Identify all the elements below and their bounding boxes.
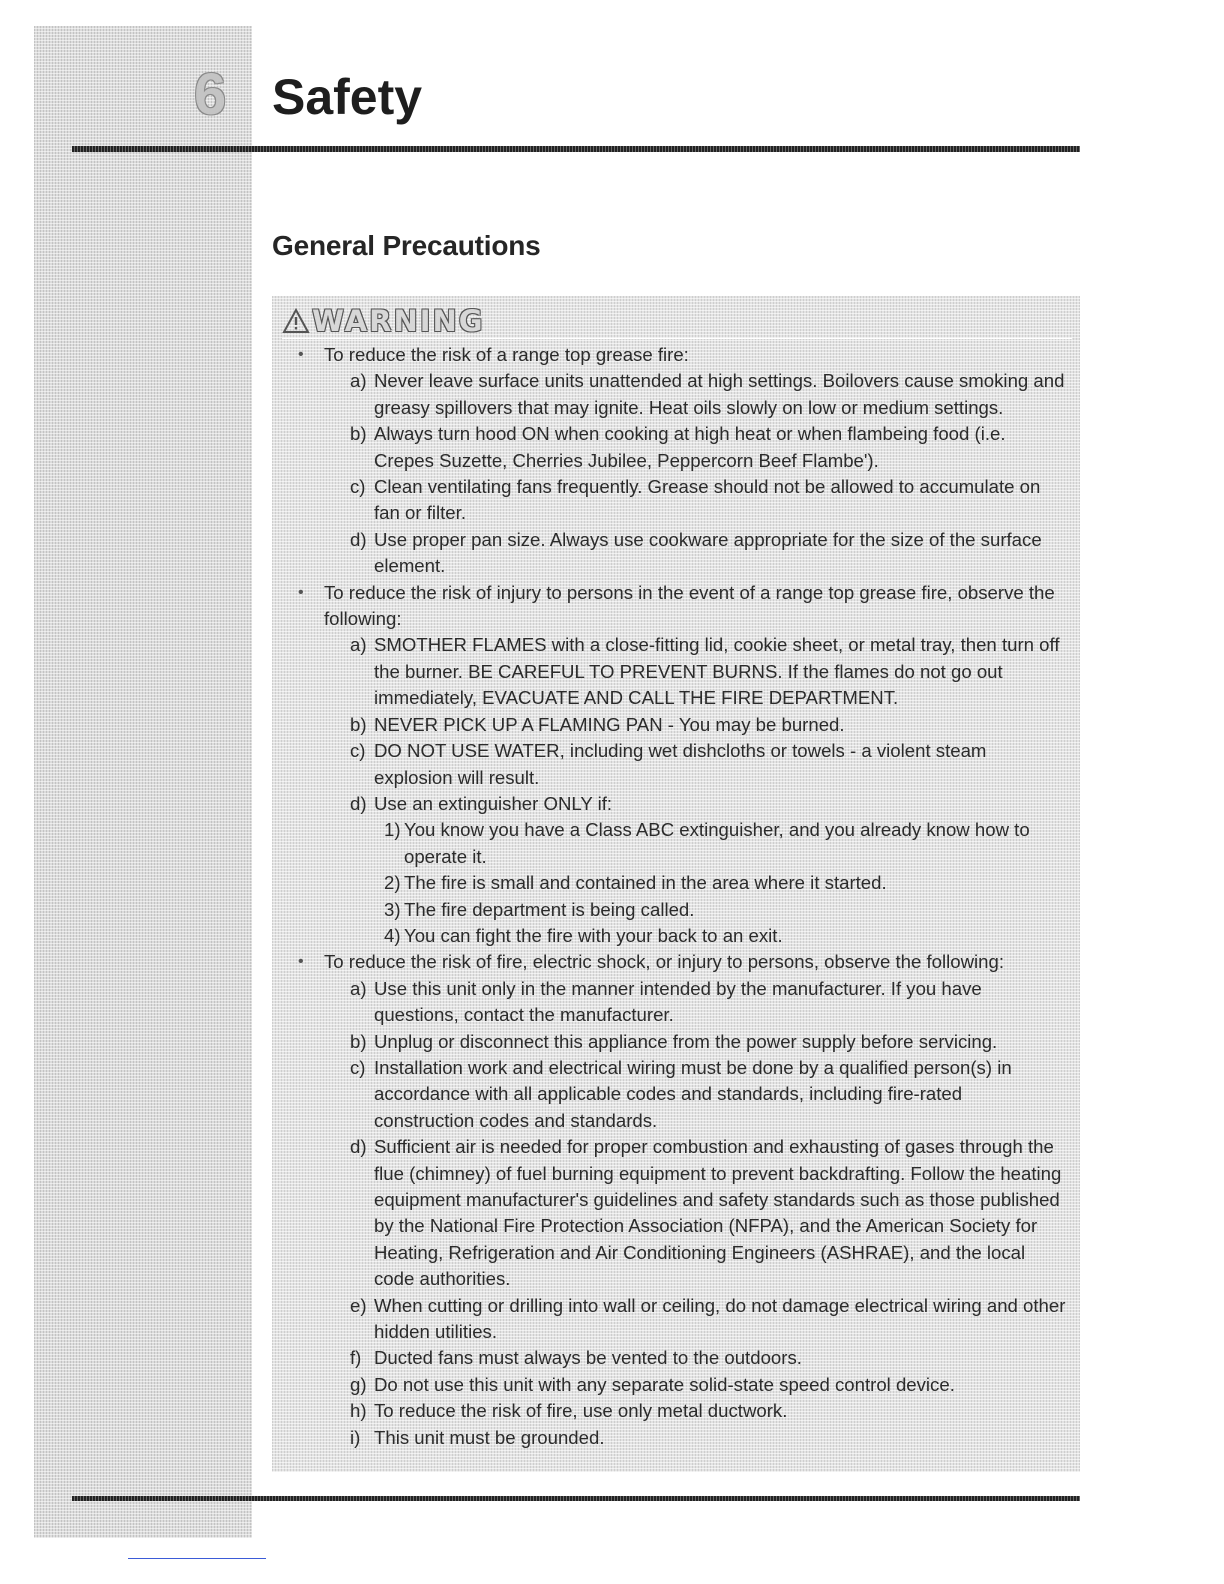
chapter-number: 6 — [194, 62, 227, 127]
bullet-dot-icon: • — [298, 953, 304, 971]
warning-body — [272, 342, 1080, 1451]
item-marker: f) — [350, 1347, 362, 1369]
warning-item — [272, 632, 1080, 711]
warning-item — [272, 1134, 1080, 1292]
warning-label: WARNING — [312, 304, 485, 338]
item-marker: i) — [350, 1426, 361, 1448]
item-marker: d) — [350, 528, 367, 550]
subitem-marker: 1) — [384, 819, 401, 841]
item-text: DO NOT USE WATER, including wet dishcloths or towels - a violent steam explosion will result. — [374, 740, 987, 788]
item-marker: a) — [350, 977, 367, 999]
item-text: Do not use this unit with any separate solid-state speed control device. — [374, 1373, 955, 1395]
item-marker: a) — [350, 634, 367, 656]
item-text: When cutting or drilling into wall or ceiling, do not damage electrical wiring and other hidden utilities. — [374, 1294, 1066, 1343]
warning-bullet — [272, 949, 1080, 975]
item-marker: c) — [350, 740, 366, 762]
item-text: NEVER PICK UP A FLAMING PAN - You may be burned. — [374, 713, 845, 735]
warning-item — [272, 1293, 1080, 1346]
warning-item — [272, 1055, 1080, 1134]
warning-bullet — [272, 580, 1080, 633]
subitem-marker: 3) — [384, 898, 401, 920]
bullet-text: To reduce the risk of a range top grease fire: — [324, 344, 689, 365]
header-rule — [72, 146, 1080, 152]
warning-bullet — [272, 342, 1080, 368]
item-text: SMOTHER FLAMES with a close-fitting lid, cookie sheet, or metal tray, then turn off the burner. BE CAREFUL TO PREVENT BURNS. If the flames do not go out immediately, EVACUATE AND CALL THE FIRE DEPARTMENT. — [374, 634, 1060, 709]
warning-triangle-icon — [282, 308, 310, 334]
item-text: Clean ventilating fans frequently. Grease should not be allowed to accumulate on fan or filter. — [374, 476, 1041, 524]
subitem-text: The fire is small and contained in the area where it started. — [404, 872, 887, 894]
item-text: This unit must be grounded. — [374, 1426, 605, 1448]
subitem-marker: 4) — [384, 924, 401, 946]
footer-line — [128, 1558, 266, 1559]
item-text: Use an extinguisher ONLY if: — [374, 792, 613, 814]
footer-rule — [72, 1496, 1080, 1501]
item-text: Sufficient air is needed for proper combustion and exhausting of gases through the flue (chimney) of fuel burning equipment to prevent backdrafting. Follow the heating equipment manufacturer's guidelines and safety standards such as those published by the National Fire Protection Association (NFPA), and the American Society for Heating, Refrigeration and Air Conditioning Engineers (ASHRAE), and the local code authorities. — [374, 1136, 1062, 1290]
item-marker: b) — [350, 713, 367, 735]
warning-subitem — [272, 817, 1080, 870]
item-marker: h) — [350, 1400, 367, 1422]
bullet-text: To reduce the risk of fire, electric shock, or injury to persons, observe the following: — [324, 951, 1005, 973]
item-text: Unplug or disconnect this appliance from the power supply before servicing. — [374, 1030, 998, 1052]
page-title: Safety — [272, 69, 423, 125]
warning-item — [272, 1029, 1080, 1055]
item-text: Always turn hood ON when cooking at high heat or when flambeing food (i.e. Crepes Suzette, Cherries Jubilee, Peppercorn Beef Flambe'). — [374, 423, 1006, 471]
warning-item — [272, 527, 1080, 580]
item-text: Use proper pan size. Always use cookware appropriate for the size of the surface element. — [374, 528, 1042, 577]
warning-subitem — [272, 897, 1080, 923]
warning-header — [282, 304, 1072, 339]
warning-item — [272, 976, 1080, 1029]
item-marker: c) — [350, 476, 366, 498]
warning-item — [272, 1398, 1080, 1424]
side-stripe — [34, 26, 252, 1538]
warning-item — [272, 1425, 1080, 1451]
bullet-dot-icon: • — [298, 346, 304, 363]
warning-item — [272, 368, 1080, 421]
item-marker: e) — [350, 1294, 367, 1316]
subitem-text: You can fight the fire with your back to an exit. — [404, 924, 783, 946]
subitem-text: The fire department is being called. — [404, 898, 695, 920]
warning-item — [272, 712, 1080, 738]
item-text: To reduce the risk of fire, use only metal ductwork. — [374, 1400, 788, 1422]
warning-item — [272, 738, 1080, 791]
item-marker: a) — [350, 370, 367, 392]
warning-item — [272, 474, 1080, 527]
subitem-marker: 2) — [384, 872, 401, 894]
warning-item — [272, 791, 1080, 817]
bullet-text: To reduce the risk of injury to persons in the event of a range top grease fire, observe the following: — [324, 581, 1055, 630]
item-text: Use this unit only in the manner intended by the manufacturer. If you have questions, contact the manufacturer. — [374, 977, 982, 1026]
warning-item — [272, 421, 1080, 474]
warning-box — [272, 296, 1080, 1472]
item-marker: g) — [350, 1373, 367, 1395]
warning-subitem — [272, 870, 1080, 896]
item-marker: d) — [350, 1136, 367, 1158]
item-marker: b) — [350, 1030, 367, 1052]
item-text: Installation work and electrical wiring must be done by a qualified person(s) in accordance with all applicable codes and standards, including fire-rated construction codes and standards. — [374, 1056, 1012, 1131]
section-title: General Precautions — [272, 230, 541, 261]
bullet-dot-icon: • — [298, 583, 304, 601]
item-marker: c) — [350, 1056, 366, 1078]
subitem-text: You know you have a Class ABC extinguisher, and you already know how to operate it. — [404, 819, 1030, 867]
warning-subitem — [272, 923, 1080, 949]
warning-item — [272, 1345, 1080, 1371]
item-marker: b) — [350, 423, 367, 445]
warning-item — [272, 1372, 1080, 1398]
item-text: Ducted fans must always be vented to the outdoors. — [374, 1347, 802, 1369]
item-marker: d) — [350, 792, 367, 814]
item-text: Never leave surface units unattended at high settings. Boilovers cause smoking and greasy spillovers that may ignite. Heat oils slowly on low or medium settings. — [374, 370, 1065, 418]
